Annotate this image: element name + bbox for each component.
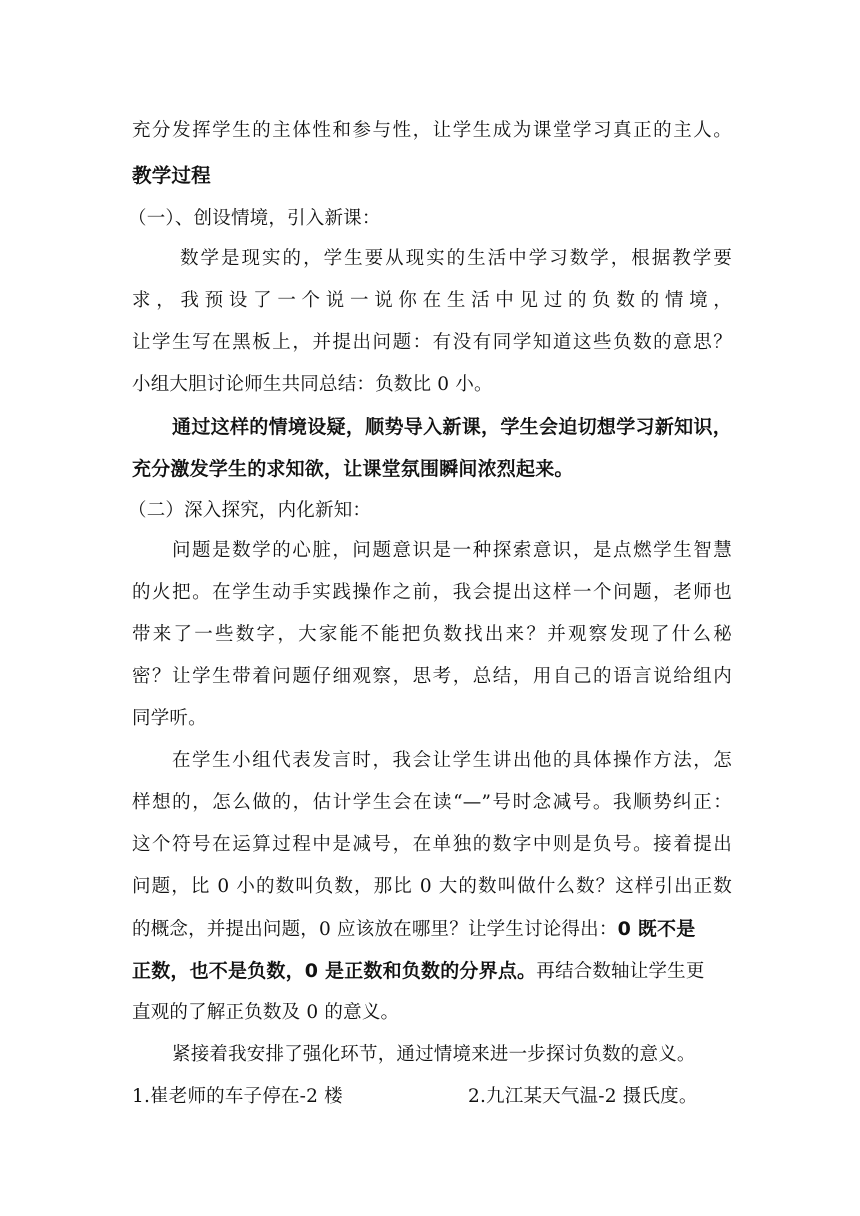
part2-para2-line3: 这个符号在运算过程中是减号，在单独的数字中则是负号。接着提出 bbox=[132, 834, 732, 855]
part2-para1-line4: 密？让学生带着问题仔细观察，思考，总结，用自己的语言说给组内 bbox=[132, 666, 732, 687]
part2-para2-line5-normal: 的概念，并提出问题，0 应该放在哪里？让学生讨论得出： bbox=[132, 919, 618, 940]
part2-para2-line4: 问题，比 0 小的数叫负数，那比 0 大的数叫做什么数？这样引出正数 bbox=[132, 876, 732, 897]
section-heading: 教学过程 bbox=[132, 164, 211, 187]
part2-para2-line6-normal: 再结合数轴让学生更 bbox=[536, 961, 705, 982]
part1-para1-line1: 数学是现实的，学生要从现实的生活中学习数学，根据教学要 bbox=[180, 248, 732, 269]
part2-para2-line6-bold: 正数，也不是负数，0 是正数和负数的分界点。 bbox=[132, 960, 537, 982]
part2-title: （二）深入探究，内化新知： bbox=[128, 500, 372, 521]
part1-bold-line1: 通过这样的情境设疑，顺势导入新课，学生会迫切想学习新知识， bbox=[172, 416, 732, 438]
part1-para1-line2: 求，我预设了一个说一说你在生活中见过的负数的情境， bbox=[132, 290, 732, 311]
part1-para1-line4: 小组大胆讨论师生共同总结：负数比 0 小。 bbox=[132, 374, 493, 395]
part2-para1-line5: 同学听。 bbox=[132, 708, 207, 729]
part2-para2-line6 bbox=[132, 956, 732, 983]
example-1: 1.崔老师的车子停在-2 楼 bbox=[132, 1086, 343, 1107]
part2-para3: 紧接着我安排了强化环节，通过情境来进一步探讨负数的意义。 bbox=[172, 1044, 696, 1065]
part2-para1-line3: 带来了一些数字，大家能不能把负数找出来？并观察发现了什么秘 bbox=[132, 624, 732, 645]
part2-para2-line1: 在学生小组代表发言时，我会让学生讲出他的具体操作方法，怎 bbox=[172, 750, 732, 771]
intro-line: 充分发挥学生的主体性和参与性，让学生成为课堂学习真正的主人。 bbox=[132, 120, 732, 141]
example-2: 2.九江某天气温-2 摄氏度。 bbox=[468, 1086, 698, 1107]
part2-para2-line7: 直观的了解正负数及 0 的意义。 bbox=[132, 1002, 400, 1023]
part2-para2-line5-bold: 0 既不是 bbox=[617, 918, 696, 940]
part1-bold-line2: 充分激发学生的求知欲，让课堂氛围瞬间浓烈起来。 bbox=[132, 458, 574, 480]
part1-title: （一）、创设情境，引入新课： bbox=[128, 208, 381, 229]
part2-para2-line5 bbox=[132, 914, 732, 941]
part2-para1-line1: 问题是数学的心脏，问题意识是一种探索意识，是点燃学生智慧 bbox=[172, 540, 732, 561]
part2-para1-line2: 的火把。在学生动手实践操作之前，我会提出这样一个问题，老师也 bbox=[132, 582, 732, 603]
part1-para1-line3: 让学生写在黑板上，并提出问题：有没有同学知道这些负数的意思？ bbox=[132, 332, 732, 353]
part2-para2-line2: 样想的，怎么做的，估计学生会在读“—”号时念减号。我顺势纠正： bbox=[132, 792, 732, 813]
